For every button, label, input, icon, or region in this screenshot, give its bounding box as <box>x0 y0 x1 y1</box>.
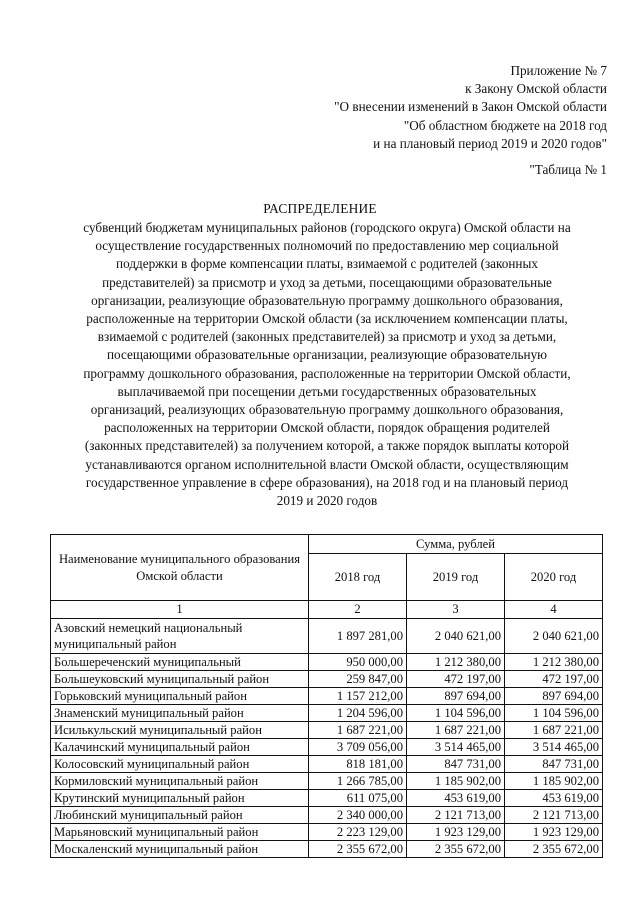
description-line: организаций, реализующих образовательную программу дошкольного образования, <box>90 402 564 418</box>
appendix-line: Приложение № 7 <box>510 63 607 78</box>
description-line: программу дошкольного образования, расположенные на территории Омской области, <box>83 365 571 381</box>
description-line: субвенций бюджетам муниципальных районов (городского округа) Омской области на <box>83 220 571 235</box>
municipality-name: Марьяновский муниципальный район <box>51 824 309 841</box>
amount-2020: 1 104 596,00 <box>505 705 603 722</box>
description-line: расположенные на территории Омской области (за исключением компенсации платы, <box>86 311 568 327</box>
table-row <box>51 790 603 807</box>
municipality-name: Крутинский муниципальный район <box>51 790 309 807</box>
table-row <box>51 824 603 841</box>
amount-2020: 1 923 129,00 <box>505 824 603 841</box>
municipality-name: Колосовский муниципальный район <box>51 756 309 773</box>
municipality-name: Москаленский муниципальный район <box>51 841 309 858</box>
column-number: 1 <box>51 601 309 619</box>
amount-2020: 472 197,00 <box>505 671 603 688</box>
description-line: осуществление государственных полномочий по предоставлению мер социальной <box>95 238 559 254</box>
table-row <box>51 722 603 739</box>
description-line: представителей) за присмотр и уход за детьми, посещающими образовательные <box>102 274 552 290</box>
municipality-name: Исилькульский муниципальный район <box>51 722 309 739</box>
municipality-name: Знаменский муниципальный район <box>51 705 309 722</box>
description-line: (законных представителей) за получением которой, а также порядок выплаты которой <box>84 438 570 454</box>
amount-2018: 611 075,00 <box>309 790 407 807</box>
table-row <box>51 705 603 722</box>
header-year-2018: 2018 год <box>309 554 407 601</box>
appendix-line: "Об областном бюджете на 2018 год <box>403 117 607 133</box>
amount-2018: 1 204 596,00 <box>309 705 407 722</box>
amount-2020: 2 355 672,00 <box>505 841 603 858</box>
description-line: поддержки в форме компенсации платы, взимаемой с родителей (законных <box>116 256 538 272</box>
description-line: организации, реализующие образовательную программу дошкольного образования, <box>91 292 563 308</box>
header-year-2020: 2020 год <box>505 554 603 601</box>
amount-2020: 2 121 713,00 <box>505 807 603 824</box>
amount-2020: 453 619,00 <box>505 790 603 807</box>
table-row <box>51 654 603 671</box>
appendix-line: "О внесении изменений в Закон Омской области <box>334 99 607 115</box>
municipality-name: Большеуковский муниципальный район <box>51 671 309 688</box>
table-reference: "Таблица № 1 <box>529 162 607 177</box>
amount-2020: 847 731,00 <box>505 756 603 773</box>
amount-2019: 2 121 713,00 <box>407 807 505 824</box>
amount-2018: 1 897 281,00 <box>309 619 407 654</box>
table-row <box>51 841 603 858</box>
municipality-name: Любинский муниципальный район <box>51 807 309 824</box>
description-line: государственное управление в сфере образования), на 2018 год и на плановый период <box>85 474 569 490</box>
amount-2018: 2 223 129,00 <box>309 824 407 841</box>
amount-2020: 1 185 902,00 <box>505 773 603 790</box>
amount-2019: 1 212 380,00 <box>407 654 505 671</box>
amount-2019: 1 185 902,00 <box>407 773 505 790</box>
appendix-line: и на плановый период 2019 и 2020 годов" <box>373 135 607 151</box>
amount-2019: 847 731,00 <box>407 756 505 773</box>
table-row <box>51 807 603 824</box>
amount-2018: 1 157 212,00 <box>309 688 407 705</box>
column-number: 3 <box>407 601 505 619</box>
header-year-2019: 2019 год <box>407 554 505 601</box>
amount-2018: 818 181,00 <box>309 756 407 773</box>
amount-2019: 897 694,00 <box>407 688 505 705</box>
description-line: взимаемой с родителей (законных представителей) за присмотр и уход за детьми, <box>97 329 557 345</box>
table-row <box>51 688 603 705</box>
amount-2019: 472 197,00 <box>407 671 505 688</box>
header-municipality: Наименование муниципального образования Омской области <box>51 535 309 601</box>
amount-2018: 259 847,00 <box>309 671 407 688</box>
amount-2020: 1 212 380,00 <box>505 654 603 671</box>
table-body <box>51 619 603 858</box>
table-row <box>51 739 603 756</box>
municipality-name: Калачинский муниципальный район <box>51 739 309 756</box>
table-row <box>51 756 603 773</box>
amount-2019: 1 104 596,00 <box>407 705 505 722</box>
amount-2018: 2 355 672,00 <box>309 841 407 858</box>
description-line: выплачиваемой при посещении детьми государственных образовательных <box>117 383 537 399</box>
description-line: расположенных на территории Омской области, порядок обращения родителей <box>104 420 550 436</box>
amount-2018: 950 000,00 <box>309 654 407 671</box>
amount-2019: 1 923 129,00 <box>407 824 505 841</box>
column-number: 4 <box>505 601 603 619</box>
table-row <box>51 619 603 654</box>
amount-2019: 2 040 621,00 <box>407 619 505 654</box>
description-line: 2019 и 2020 годов <box>276 493 378 509</box>
amount-2018: 2 340 000,00 <box>309 807 407 824</box>
appendix-header <box>334 62 607 153</box>
column-number: 2 <box>309 601 407 619</box>
municipality-name: Азовский немецкий национальный муниципальный район <box>51 619 309 654</box>
amount-2018: 1 687 221,00 <box>309 722 407 739</box>
document-description <box>44 219 610 510</box>
amount-2020: 3 514 465,00 <box>505 739 603 756</box>
amount-2019: 3 514 465,00 <box>407 739 505 756</box>
amount-2019: 453 619,00 <box>407 790 505 807</box>
amount-2018: 1 266 785,00 <box>309 773 407 790</box>
amount-2019: 1 687 221,00 <box>407 722 505 739</box>
amount-2020: 2 040 621,00 <box>505 619 603 654</box>
appendix-line: к Закону Омской области <box>465 81 607 97</box>
header-sum: Сумма, рублей <box>309 535 603 554</box>
subvention-table <box>50 534 603 858</box>
municipality-name: Большереченский муниципальный <box>51 654 309 671</box>
table-row <box>51 773 603 790</box>
document-title: РАСПРЕДЕЛЕНИЕ <box>263 201 377 216</box>
amount-2020: 897 694,00 <box>505 688 603 705</box>
description-line: устанавливаются органом исполнительной власти Омской области, осуществляющим <box>85 456 569 472</box>
description-line: посещающими образовательные организации, реализующие образовательную <box>106 347 548 363</box>
amount-2020: 1 687 221,00 <box>505 722 603 739</box>
amount-2018: 3 709 056,00 <box>309 739 407 756</box>
municipality-name: Горьковский муниципальный район <box>51 688 309 705</box>
table-row <box>51 671 603 688</box>
municipality-name: Кормиловский муниципальный район <box>51 773 309 790</box>
amount-2019: 2 355 672,00 <box>407 841 505 858</box>
